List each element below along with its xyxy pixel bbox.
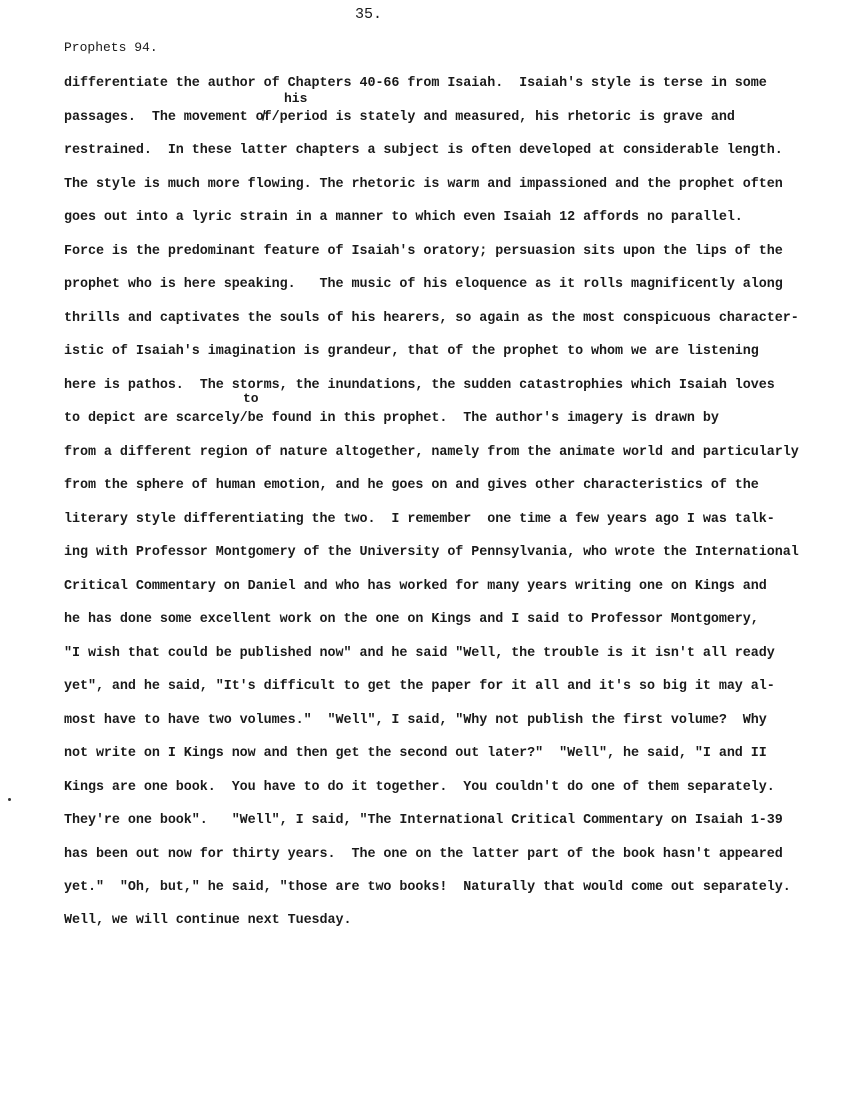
text-line: yet." "Oh, but," he said, "those are two books! Naturally that would come out separately. (64, 880, 791, 895)
text-line: passages. The movement o̸f/period is stately and measured, his rhetoric is grave and (64, 110, 735, 125)
text-line: goes out into a lyric strain in a manner to which even Isaiah 12 affords no parallel. (64, 210, 743, 225)
text-line: thrills and captivates the souls of his hearers, so again as the most conspicuous character- (64, 311, 799, 326)
text-line: Well, we will continue next Tuesday. (64, 913, 352, 928)
page-header: Prophets 94. (64, 40, 158, 55)
text-line: They're one book". "Well", I said, "The International Critical Commentary on Isaiah 1-39 (64, 813, 783, 828)
text-line: has been out now for thirty years. The one on the latter part of the book hasn't appeared (64, 847, 783, 862)
text-line: Force is the predominant feature of Isaiah's oratory; persuasion sits upon the lips of the (64, 244, 783, 259)
text-line: Critical Commentary on Daniel and who has worked for many years writing one on Kings and (64, 579, 767, 594)
text-line: yet", and he said, "It's difficult to get the paper for it all and it's so big it may al- (64, 679, 775, 694)
inserted-word-to: to (243, 391, 259, 406)
page-number: 35. (355, 6, 383, 23)
inserted-word-his: his (284, 91, 308, 106)
text-line: from the sphere of human emotion, and he goes on and gives other characteristics of the (64, 478, 759, 493)
text-line: literary style differentiating the two. I remember one time a few years ago I was talk- (64, 512, 775, 527)
text-line: "I wish that could be published now" and he said "Well, the trouble is it isn't all ready (64, 646, 775, 661)
text-line: differentiate the author of Chapters 40-66 from Isaiah. Isaiah's style is terse in some (64, 76, 767, 91)
text-line: restrained. In these latter chapters a subject is often developed at considerable length. (64, 143, 783, 158)
text-line: istic of Isaiah's imagination is grandeur, that of the prophet to whom we are listening (64, 344, 759, 359)
text-line: not write on I Kings now and then get the second out later?" "Well", he said, "I and II (64, 746, 767, 761)
text-line: to depict are scarcely/be found in this prophet. The author's imagery is drawn by (64, 411, 719, 426)
text-line: Kings are one book. You have to do it together. You couldn't do one of them separately. (64, 780, 775, 795)
text-line: from a different region of nature altogether, namely from the animate world and particularly (64, 445, 799, 460)
paper-speck (8, 798, 11, 801)
text-line: ing with Professor Montgomery of the University of Pennsylvania, who wrote the International (64, 545, 799, 560)
text-line: he has done some excellent work on the one on Kings and I said to Professor Montgomery, (64, 612, 759, 627)
text-line: here is pathos. The storms, the inundations, the sudden catastrophies which Isaiah loves (64, 378, 775, 393)
text-line: most have to have two volumes." "Well", I said, "Why not publish the first volume? Why (64, 713, 767, 728)
text-line: prophet who is here speaking. The music of his eloquence as it rolls magnificently along (64, 277, 783, 292)
text-line: The style is much more flowing. The rhetoric is warm and impassioned and the prophet often (64, 177, 783, 192)
